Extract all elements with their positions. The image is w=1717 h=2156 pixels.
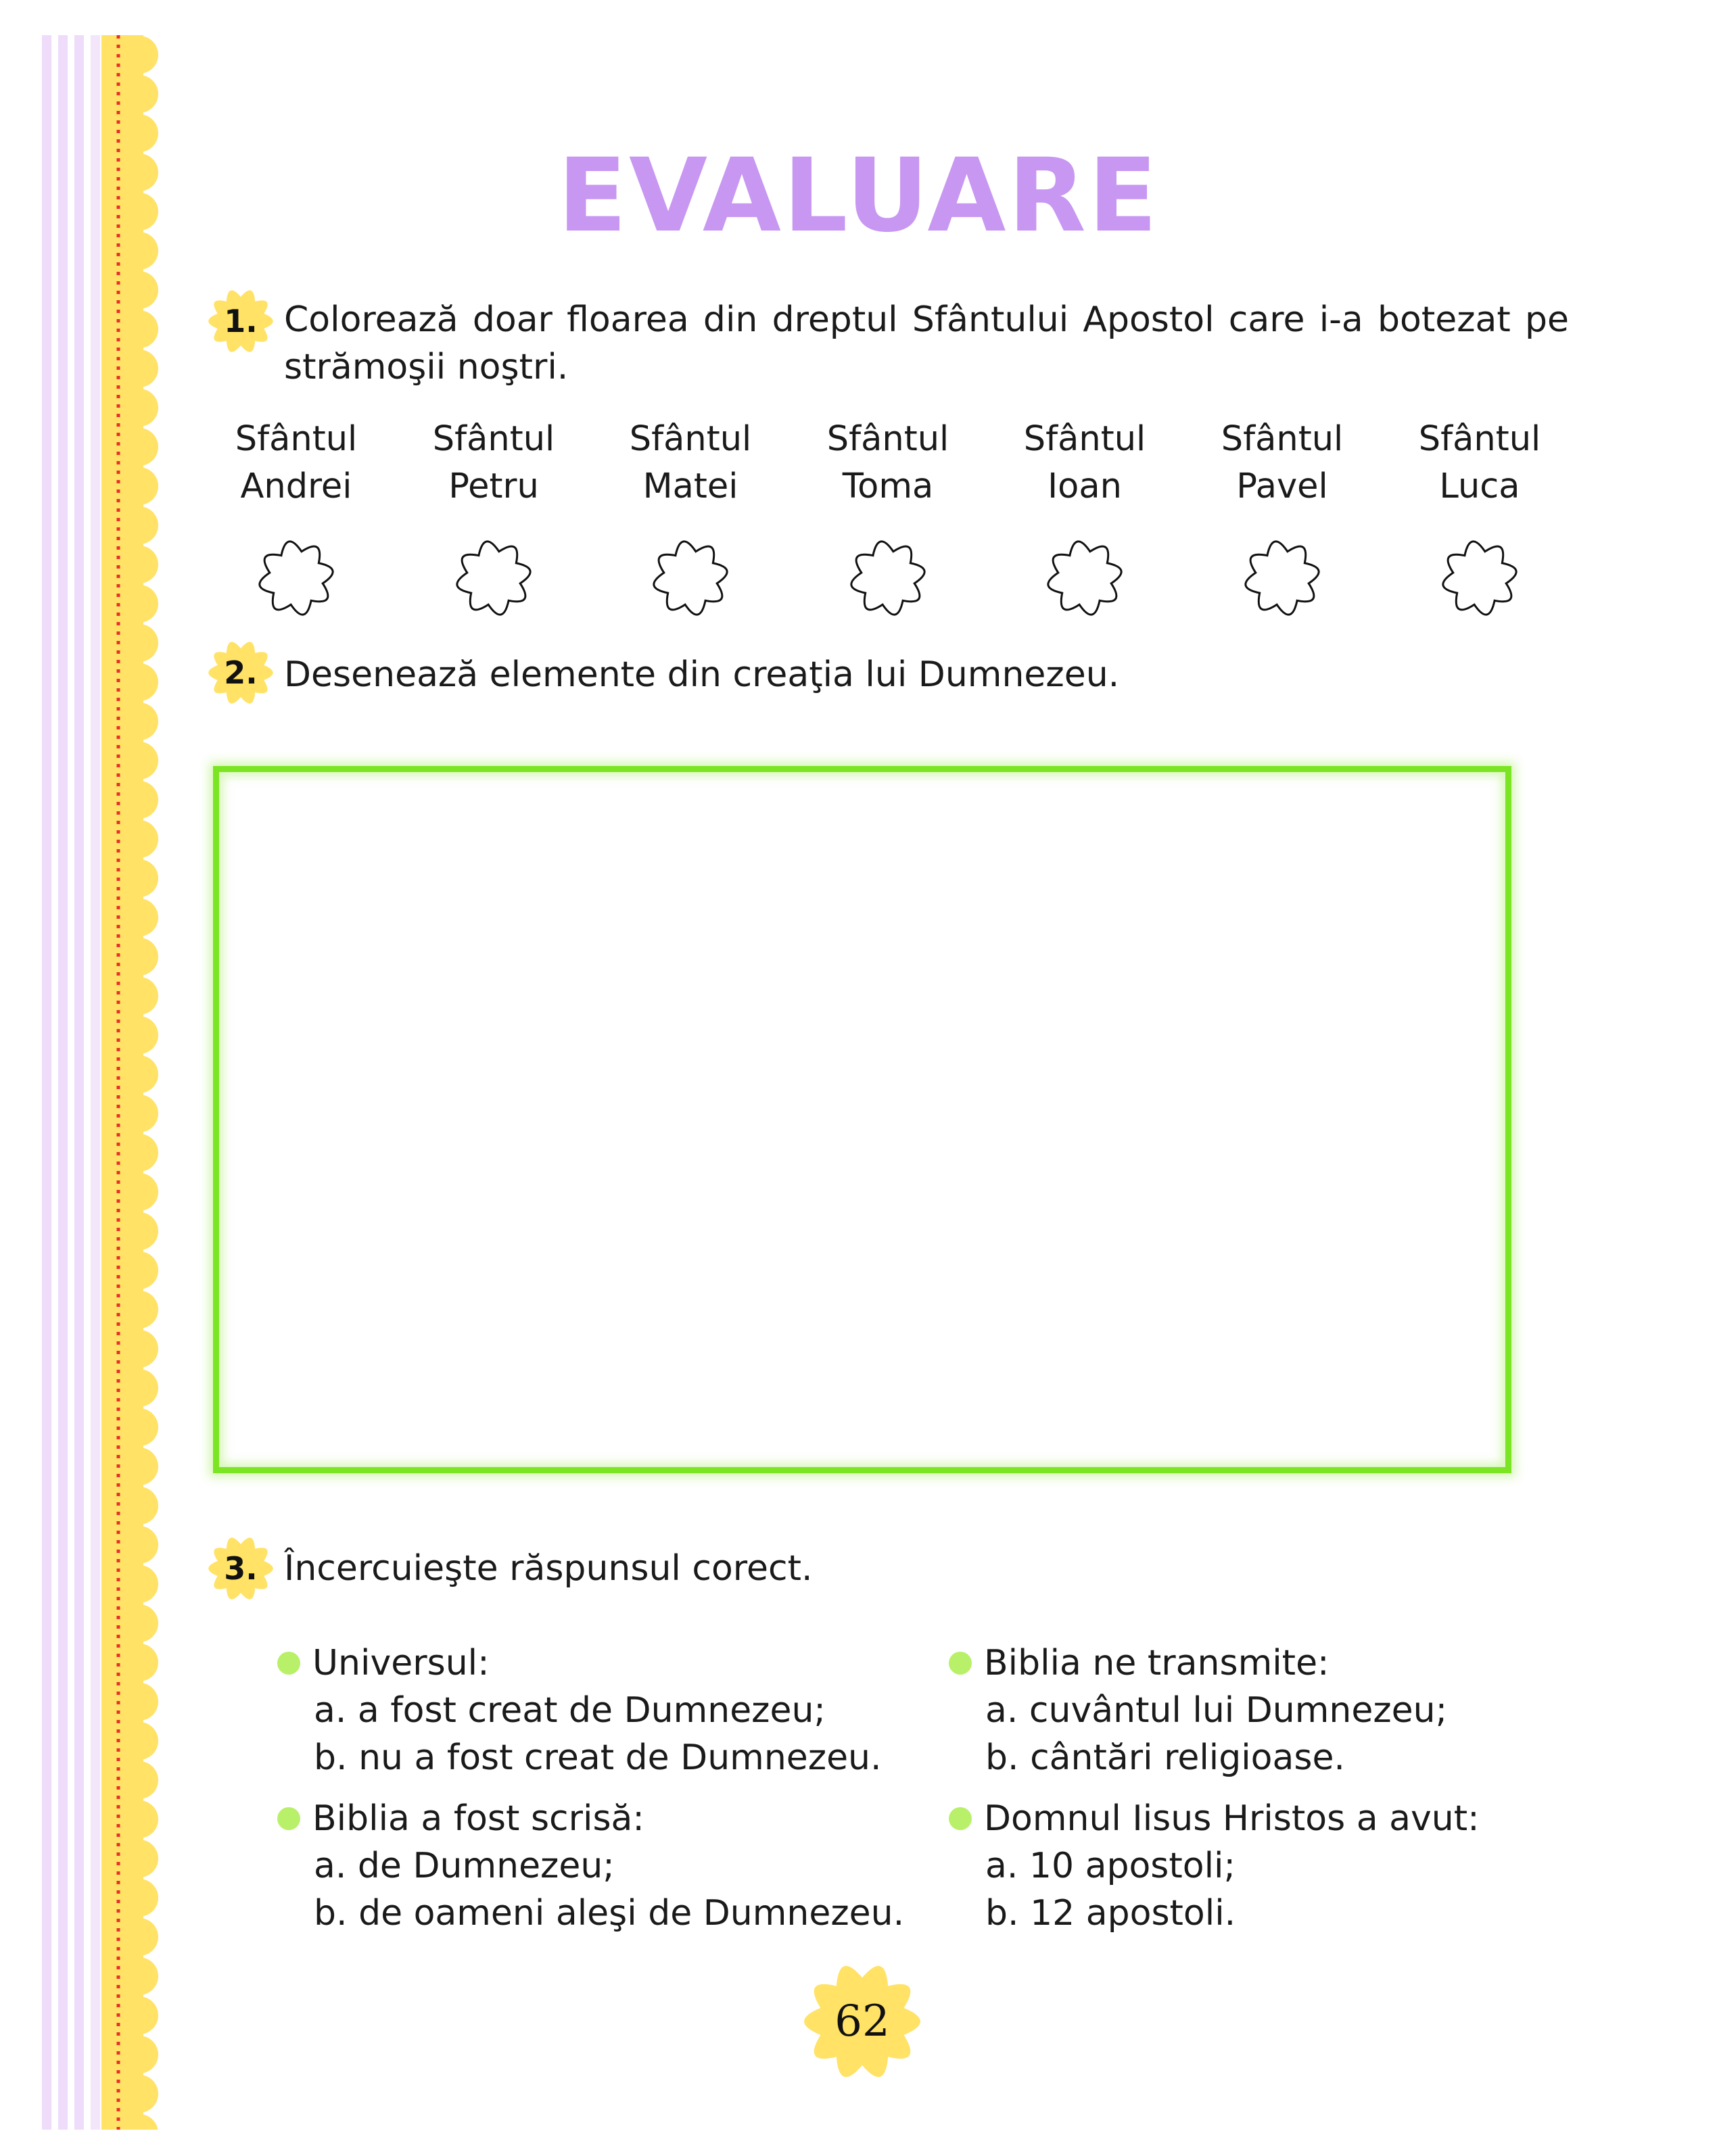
page-number: 62 [834, 1996, 890, 2046]
answer-group-universul [312, 1639, 882, 1781]
flower-outline-icon[interactable] [1037, 531, 1132, 625]
page-number-badge [801, 1961, 923, 2082]
saint-name [208, 416, 384, 510]
question-2-text: Desenează elemente din creaţia lui Dumnezeu. [284, 654, 1120, 695]
answer-question: Biblia ne transmite: [984, 1643, 1330, 1683]
saint-title: Sfântul [1221, 419, 1344, 459]
saint-title: Sfântul [1023, 419, 1146, 459]
answer-question: Biblia a fost scrisă: [312, 1798, 644, 1839]
bullet-icon [277, 1807, 300, 1830]
saint-title: Sfântul [826, 419, 949, 459]
saint-first-name: Petru [448, 466, 539, 506]
flower-outline-icon[interactable] [1235, 531, 1330, 625]
answer-group-apostoli [984, 1795, 1480, 1937]
saint-title: Sfântul [235, 419, 358, 459]
saint-first-name: Matei [642, 466, 738, 506]
question-3-text: Încercuieşte răspunsul corect. [284, 1548, 813, 1589]
answer-option-a[interactable]: a. cuvântul lui Dumnezeu; [985, 1690, 1448, 1731]
saint-first-name: Luca [1439, 466, 1520, 506]
question-number: 2. [224, 654, 258, 691]
bullet-icon [277, 1652, 300, 1675]
flower-outline-icon[interactable] [841, 531, 935, 625]
saint-title: Sfântul [1418, 419, 1541, 459]
saint-first-name: Andrei [240, 466, 352, 506]
saint-title: Sfântul [432, 419, 555, 459]
flower-outline-icon[interactable] [249, 531, 344, 625]
saint-name [406, 416, 582, 510]
answer-question: Universul: [312, 1643, 490, 1683]
saint-name [1194, 416, 1370, 510]
saint-name [997, 416, 1173, 510]
bullet-icon [949, 1652, 972, 1675]
saint-first-name: Toma [842, 466, 934, 506]
flower-outline-icon[interactable] [1432, 531, 1527, 625]
question-number: 3. [224, 1550, 258, 1587]
saint-name [800, 416, 976, 510]
page-title: EVALUARE [557, 137, 1160, 255]
answer-option-b[interactable]: b. 12 apostoli. [985, 1893, 1236, 1934]
answer-group-biblia-scrisa [312, 1795, 904, 1937]
question-number-badge [207, 639, 275, 706]
bullet-icon [949, 1807, 972, 1830]
answer-option-b[interactable]: b. cântări religioase. [985, 1738, 1345, 1778]
saint-first-name: Ioan [1048, 466, 1122, 506]
flower-outline-icon[interactable] [446, 531, 541, 625]
answer-option-b[interactable]: b. de oameni aleşi de Dumnezeu. [314, 1893, 905, 1934]
question-number: 1. [224, 303, 258, 339]
question-number-badge [207, 287, 275, 355]
flower-outline-icon[interactable] [643, 531, 738, 625]
saint-name [1392, 416, 1568, 510]
question-1-text: Colorează doar floarea din dreptul Sfântului Apostol care i-a botezat pe strămoşii noştri. [284, 300, 1569, 387]
drawing-area[interactable] [213, 766, 1511, 1473]
question-number-badge [207, 1535, 275, 1602]
answer-option-a[interactable]: a. 10 apostoli; [985, 1846, 1236, 1886]
saint-name [603, 416, 778, 510]
saint-title: Sfântul [629, 419, 752, 459]
answer-option-b[interactable]: b. nu a fost creat de Dumnezeu. [314, 1738, 882, 1778]
decorative-border [0, 35, 162, 2130]
answer-option-a[interactable]: a. a fost creat de Dumnezeu; [314, 1690, 826, 1731]
saint-first-name: Pavel [1236, 466, 1328, 506]
answer-group-biblia-transmite [984, 1639, 1447, 1781]
answer-question: Domnul Iisus Hristos a avut: [984, 1798, 1480, 1839]
answer-option-a[interactable]: a. de Dumnezeu; [314, 1846, 615, 1886]
